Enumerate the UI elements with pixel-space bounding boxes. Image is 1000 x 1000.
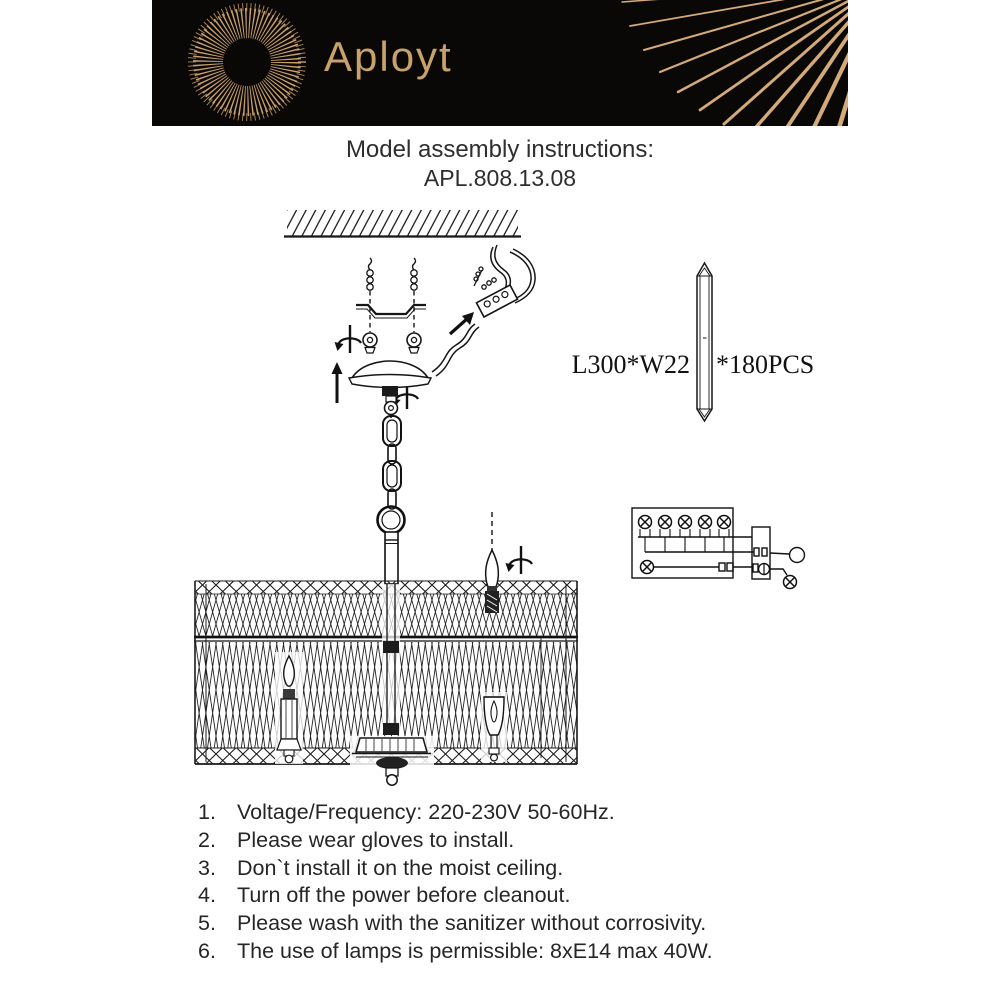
bulb-install-icon (485, 512, 499, 613)
item-number: 3. (198, 855, 216, 880)
list-item (198, 855, 713, 883)
candle-bulb-icon (275, 652, 303, 764)
rotate-arrow-icon (335, 325, 362, 353)
item-text: Turn off the power before cleanout. (237, 883, 571, 908)
item-number: 5. (198, 911, 216, 936)
rod-dimension-label: L300*W22 (571, 350, 690, 379)
list-item (198, 938, 713, 966)
chain-icon (378, 414, 405, 584)
item-number: 2. (198, 827, 216, 852)
crystal-rod-icon (697, 263, 712, 421)
mounting-bracket-icon (356, 305, 426, 318)
item-text: The use of lamps is permissible: 8xE14 max 40W. (237, 938, 713, 963)
item-text: Please wear gloves to install. (237, 827, 515, 852)
lamp-symbol-icon (679, 516, 692, 529)
instructions-list (198, 799, 713, 966)
item-number: 4. (198, 883, 216, 908)
list-item (198, 910, 713, 938)
title-line: Model assembly instructions: (345, 136, 655, 163)
rotate-arrow-icon (506, 546, 533, 574)
list-item (198, 882, 713, 910)
lamp-symbol-icon (784, 576, 797, 589)
lamp-symbol-icon (639, 516, 652, 529)
list-item (198, 827, 713, 855)
item-text: Voltage/Frequency: 220-230V 50-60Hz. (237, 800, 615, 824)
terminal-block-icon (450, 267, 518, 334)
rod-qty-label: *1 (716, 350, 742, 379)
ground-circle-icon (790, 548, 805, 563)
rod-pcs-label: 80PCS (742, 350, 815, 379)
list-item (198, 799, 713, 827)
ceiling-canopy-icon (349, 361, 431, 415)
bobeche-finial-icon (350, 736, 434, 788)
item-number: 1. (198, 800, 216, 824)
item-text: Don`t install it on the moist ceiling. (237, 855, 564, 880)
model-number: APL.808.13.08 (423, 165, 577, 191)
lamp-symbol-icon (641, 561, 654, 574)
wiring-schematic-icon (632, 508, 805, 589)
lamp-symbol-icon (718, 516, 731, 529)
up-arrow-icon (332, 362, 343, 403)
candle-bulb-icon (481, 692, 507, 762)
lamp-symbol-icon (699, 516, 712, 529)
stem-icon (382, 584, 400, 735)
item-text: Please wash with the sanitizer without corrosivity. (237, 911, 707, 936)
brand-name: Aployt (324, 33, 453, 80)
ceiling-hatch-icon (284, 210, 521, 237)
lamp-symbol-icon (659, 516, 672, 529)
item-number: 6. (198, 938, 216, 963)
